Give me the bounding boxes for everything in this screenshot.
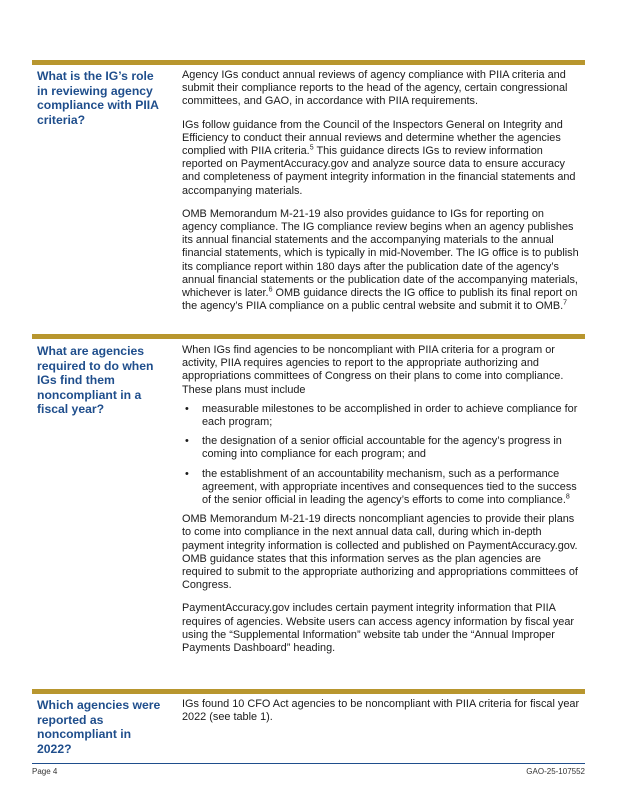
paragraph: When IGs find agencies to be noncompliant with PIIA criteria for a program or activity, PIIA requires agencies to report to the appropriate authorizing and appropriations committees of Congress on their plans to come into compliance. These plans must include <box>182 344 564 396</box>
paragraph: IGs follow guidance from the Council of the Inspectors General on Integrity and Efficiency to conduct their annual reviews and determine whether the agencies complied with PIIA criteria.$^5$ This guidance directs IGs to review information reported on PaymentAccuracy.gov and analyze source data to ensure accuracy and completeness of payment integrity information in the financial statements and accompanying materials. <box>182 118 576 197</box>
footnote-ref: 6 <box>268 286 273 294</box>
section-divider-3 <box>32 689 585 694</box>
paragraph: OMB Memorandum M-21-19 also provides guidance to IGs for reporting on agency compliance. The IG compliance review begins when an agency publishes its annual financial statements and the accompanying materials to the annual financial statements, which is typically in mid-November. The IG office is to publish its compliance report within 180 days after the publication date of the agency’s annual financial statements or the publication date of the accompanying materials, whichever is later.$^6$ OMB guidance directs the IG office to publish its final report on the agency’s PIIA compliance on a public central website and submit it to OMB.$^7$ <box>182 207 579 313</box>
paragraph: OMB Memorandum M-21-19 directs noncompliant agencies to provide their plans to come into compliance in the next annual data call, during which in-depth payment integrity information is collected and published on PaymentAccuracy.gov. OMB guidance states that this information serves as the plan agencies are required to submit to the appropriate authorizing and appropriations committees of Congress. <box>182 513 578 592</box>
section-question: What are agencies required to do when IGs find them noncompliant in a fiscal year? <box>37 344 154 417</box>
footnote-ref: 7 <box>563 299 568 307</box>
section-question: What is the IG’s role in reviewing agency compliance with PIIA criteria? <box>37 69 159 127</box>
section-body <box>182 69 582 323</box>
requirements-list <box>182 403 582 507</box>
list-item: • the designation of a senior official accountable for the agency’s progress in coming into compliance for each program; and <box>185 435 562 461</box>
paragraph: IGs found 10 CFO Act agencies to be noncompliant with PIIA criteria for fiscal year 2022 (see table 1). <box>182 698 580 724</box>
footnote-ref: 5 <box>309 144 314 152</box>
footnote-ref: 8 <box>565 493 570 501</box>
paragraph: PaymentAccuracy.gov includes certain payment integrity information that PIIA requires of agencies. Website users can access agency information by fiscal year using the “Supplemental Information” website tab under the “Annual Improper Payments Dashboard” heading. <box>182 602 575 655</box>
section-body <box>182 344 582 665</box>
footer-rule <box>32 763 585 764</box>
paragraph: Agency IGs conduct annual reviews of agency compliance with PIIA criteria and submit their compliance reports to the head of the agency, certain congressional committees, and GAO, in accordance with PIIA requirements. <box>182 69 568 108</box>
report-id: GAO-25-107552 <box>526 767 585 776</box>
page-number: Page 4 <box>32 767 58 776</box>
section-question: Which agencies were reported as noncompliant in 2022? <box>37 698 161 756</box>
list-item: • measurable milestones to be accomplished in order to achieve compliance for each program; <box>185 402 578 429</box>
section-divider-1 <box>32 60 585 65</box>
list-item: • the establishment of an accountability mechanism, such as a performance agreement, with appropriate incentives and consequences tied to the success of the senior official in leading the agency’s efforts to come into compliance.$^8$ <box>185 467 577 507</box>
section-body <box>182 698 582 734</box>
section-divider-2 <box>32 334 585 339</box>
